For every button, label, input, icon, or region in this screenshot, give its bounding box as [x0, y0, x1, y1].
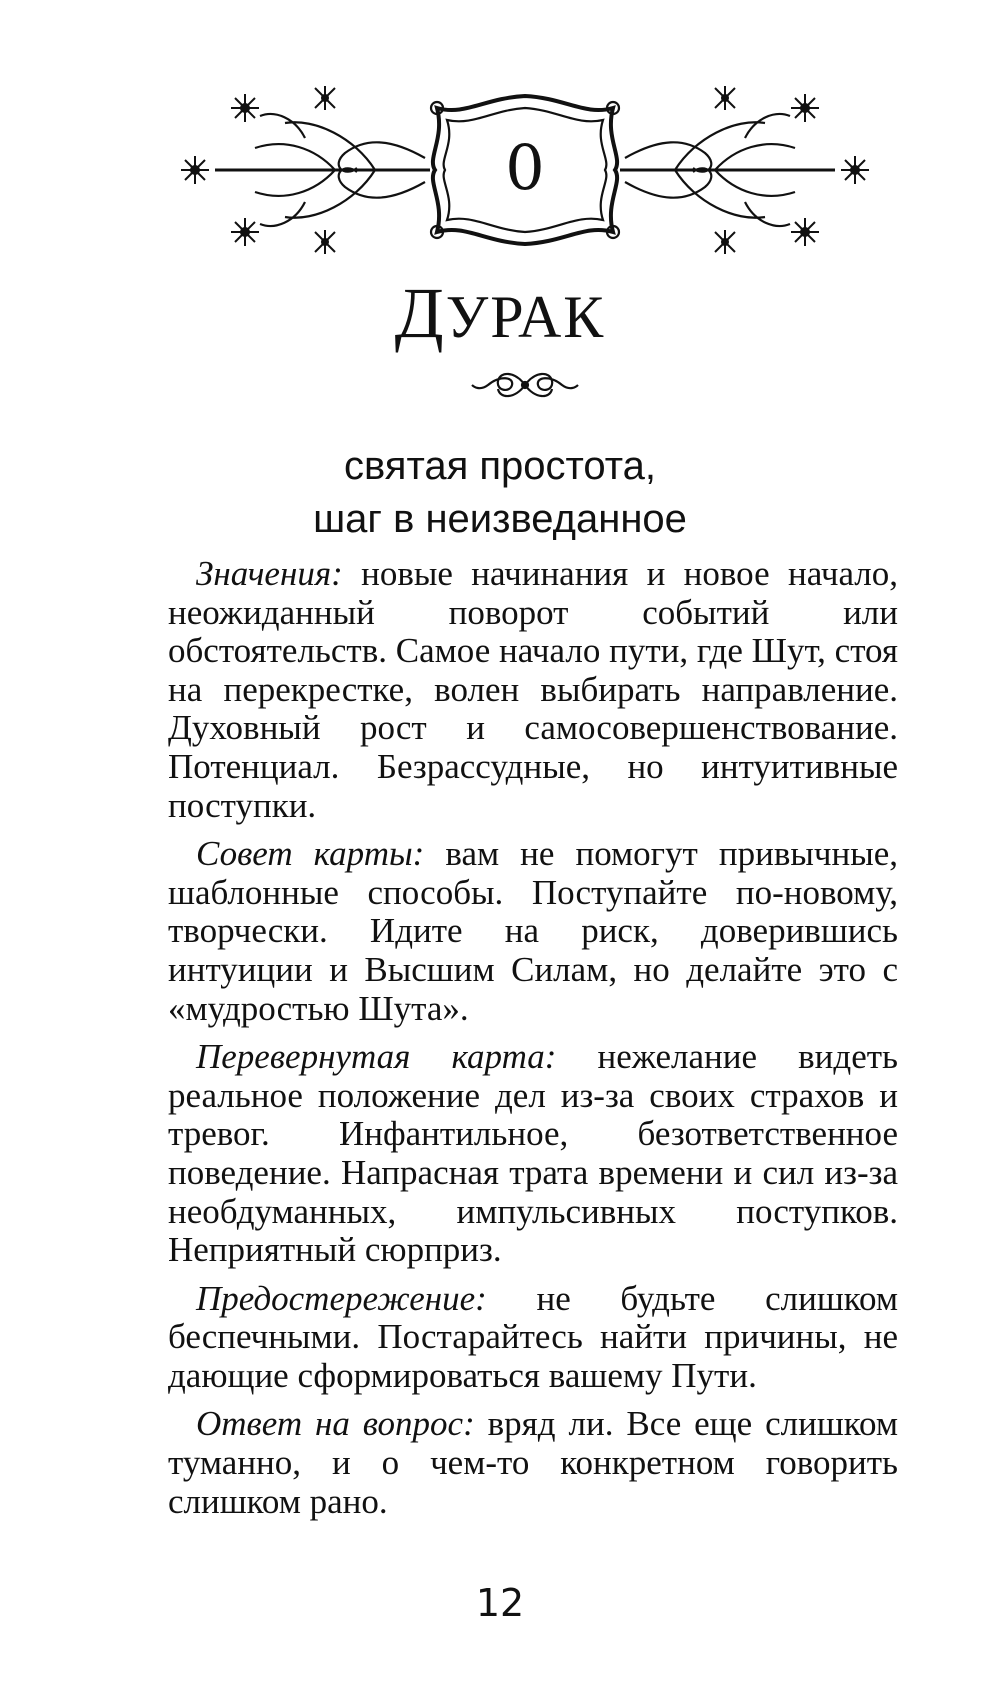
keywords-line-1: святая простота,: [344, 444, 656, 488]
section-text: нежелание видеть реальное положение дел из-за своих страхов и тревог. Инфантильное, безответственное поведение. Напрасная трата времени и сил из-за необдуманных, импульсивных поступков. Неприятный сюрприз.: [168, 1037, 898, 1270]
section-answer: [168, 1405, 898, 1521]
section-label: Ответ на вопрос:: [196, 1404, 475, 1444]
card-description: [168, 555, 898, 1531]
keywords-line-2: шаг в неизведанное: [313, 497, 687, 541]
scroll-divider-icon: [470, 365, 580, 405]
card-number: 0: [505, 131, 545, 204]
section-text: вряд ли. Все еще слишком туманно, и о чем-то конкретном говорить слишком рано.: [168, 1404, 898, 1521]
card-keywords: [0, 440, 1000, 546]
section-warning: [168, 1280, 898, 1396]
section-meanings: [168, 555, 898, 825]
section-text: новые начинания и новое начало, неожиданный поворот событий или обстоятельств. Самое начало пути, где Шут, стоя на перекрестке, волен выбирать направление. Духовный рост и самосовершенствование. Потенциал. Безрассудные, но интуитивные поступки.: [168, 554, 898, 825]
section-label: Совет карты:: [196, 834, 425, 874]
section-text: не будьте слишком беспечными. Постарайтесь найти причины, не дающие сформироваться вашему Пути.: [168, 1278, 898, 1395]
section-label: Предостережение:: [196, 1278, 487, 1318]
page-title: [0, 273, 1000, 353]
section-reversed: [168, 1038, 898, 1270]
page-number: 12: [475, 1581, 525, 1625]
section-label: Значения:: [196, 554, 343, 593]
section-text: вам не помогут привычные, шаблонные способы. Поступайте по-новому, творчески. Идите на риск, доверившись интуиции и Высшим Силам, но делайте это с «мудростью Шута».: [168, 834, 898, 1028]
section-advice: [168, 835, 898, 1028]
section-label: Перевернутая карта:: [196, 1037, 557, 1077]
title-first-letter: Д: [394, 273, 446, 353]
title-rest: УРАК: [445, 284, 606, 350]
